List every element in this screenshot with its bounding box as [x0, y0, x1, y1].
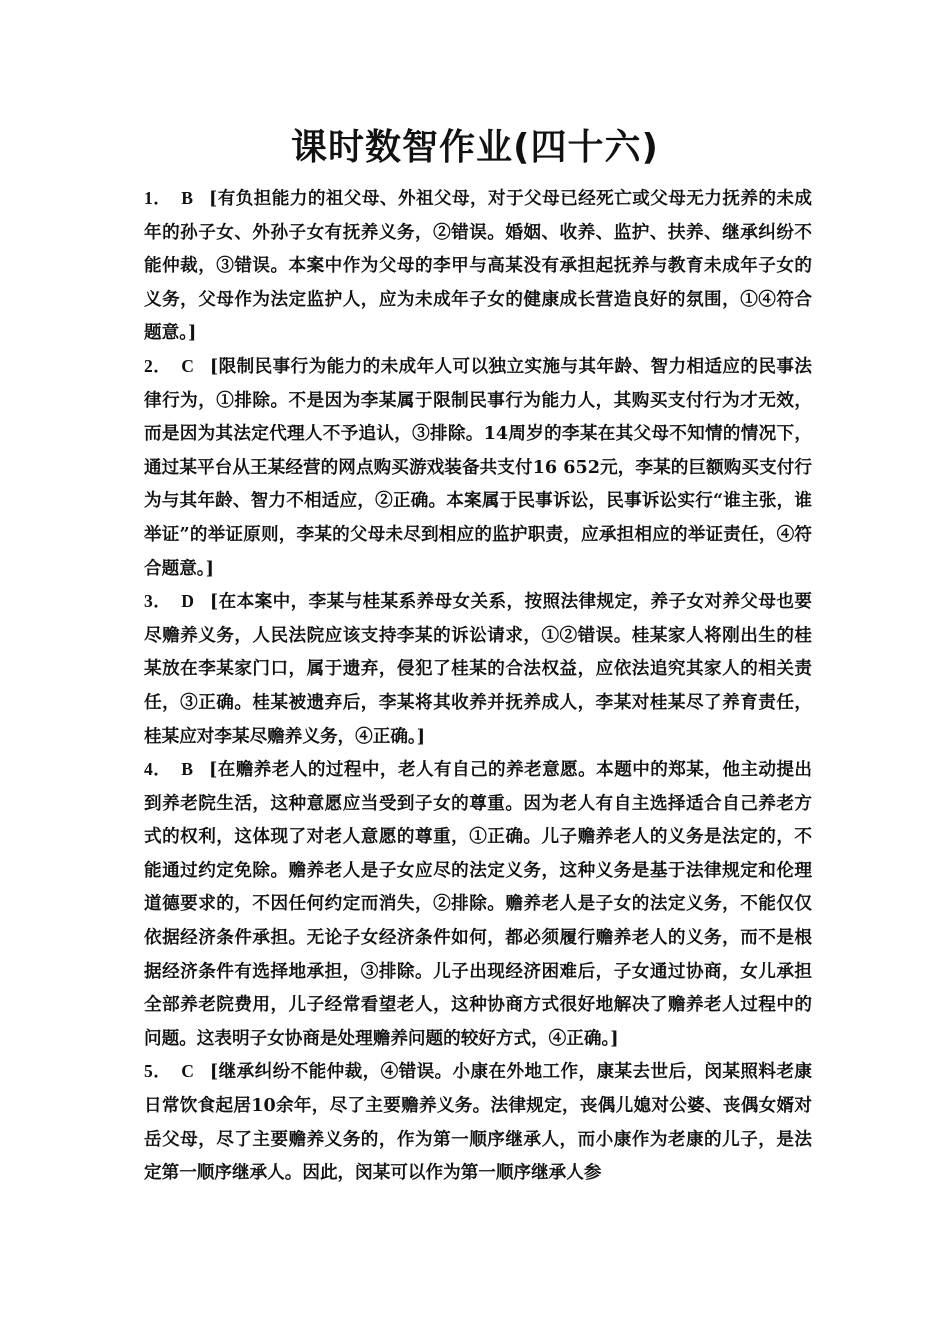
answer-explanation: [在赡养老人的过程中，老人有自己的养老意愿。本题中的郑某，他主动提出到养老院生活，这种意愿应当受到子女的尊重。因为老人有自主选择适合自己养老方式的权利，这体现了对老人意愿的尊重，①正确。儿子赡养老人的义务是法定的，不能通过约定免除。赡养老人是子女应尽的法定义务，这种义务是基于法律规定和伦理道德要求的，不因任何约定而消失，②排除。赡养老人是子女的法定义务，不能仅仅依据经济条件承担。无论子女经济条件如何，都必须履行赡养老人的义务，而不是根据经济条件有选择地承担，③排除。儿子出现经济困难后，子女通过协商，女儿承担全部养老院费用，儿子经常看望老人，这种协商方式很好地解决了赡养老人过程中的问题。这表明子女协商是处理赡养问题的较好方式，④正确。] — [144, 759, 812, 1049]
answer-list — [144, 182, 812, 1190]
answer-letter: D — [181, 591, 194, 612]
question-number: 3． — [144, 591, 172, 612]
question-number: 4． — [144, 759, 172, 780]
answer-explanation: [在本案中，李某与桂某系养母女关系，按照法律规定，养子女对养父母也要尽赡养义务，人民法院应该支持李某的诉讼请求，①②错误。桂某家人将刚出生的桂某放在李某家门口，属于遗弃，侵犯了桂某的合法权益，应依法追究其家人的相关责任，③正确。桂某被遗弃后，李某将其收养并抚养成人，李某对桂某尽了养育责任，桂某应对李某尽赡养义务，④正确。] — [144, 591, 812, 747]
answer-explanation: [限制民事行为能力的未成年人可以独立实施与其年龄、智力相适应的民事法律行为，①排除。不是因为李某属于限制民事行为能力人，其购买支付行为才无效，而是因为其法定代理人不予追认，③排除。14周岁的李某在其父母不知情的情况下，通过某平台从王某经营的网点购买游戏装备共支付16 652元，李某的巨额购买支付行为与其年龄、智力不相适应，②正确。本案属于民事诉讼，民事诉讼实行“谁主张，谁举证”的举证原则，李某的父母未尽到相应的监护职责，应承担相应的举证责任，④符合题意。] — [144, 355, 812, 579]
answer-explanation: [继承纠纷不能仲裁，④错误。小康在外地工作，康某去世后，闵某照料老康日常饮食起居10余年，尽了主要赡养义务。法律规定，丧偶儿媳对公婆、丧偶女婿对岳父母，尽了主要赡养义务的，作为第一顺序继承人，而小康作为老康的儿子，是法定第一顺序继承人。因此，闵某可以作为第一顺序继承人参 — [144, 1061, 812, 1184]
answer-item-1 — [144, 182, 812, 350]
answer-letter: B — [181, 188, 193, 208]
answer-item-5 — [144, 1055, 812, 1189]
question-number: 1． — [144, 188, 172, 208]
answer-item-4 — [144, 753, 812, 1055]
question-number: 2． — [144, 355, 172, 376]
answer-item-3 — [144, 585, 812, 753]
answer-letter: C — [181, 355, 194, 376]
page-title: 课时数智作业(四十六) — [291, 127, 659, 168]
answer-explanation: [有负担能力的祖父母、外祖父母，对于父母已经死亡或父母无力抚养的未成年的孙子女、外孙子女有抚养义务，②错误。婚姻、收养、监护、扶养、继承纠纷不能仲裁，③错误。本案中作为父母的李甲与高某没有承担起抚养与教育未成年子女的义务，父母作为法定监护人，应为未成年子女的健康成长营造良好的氛围，①④符合题意。] — [144, 188, 812, 344]
question-number: 5． — [144, 1061, 172, 1082]
answer-letter: C — [181, 1061, 194, 1082]
answer-letter: B — [181, 759, 193, 780]
answer-item-2 — [144, 350, 812, 585]
